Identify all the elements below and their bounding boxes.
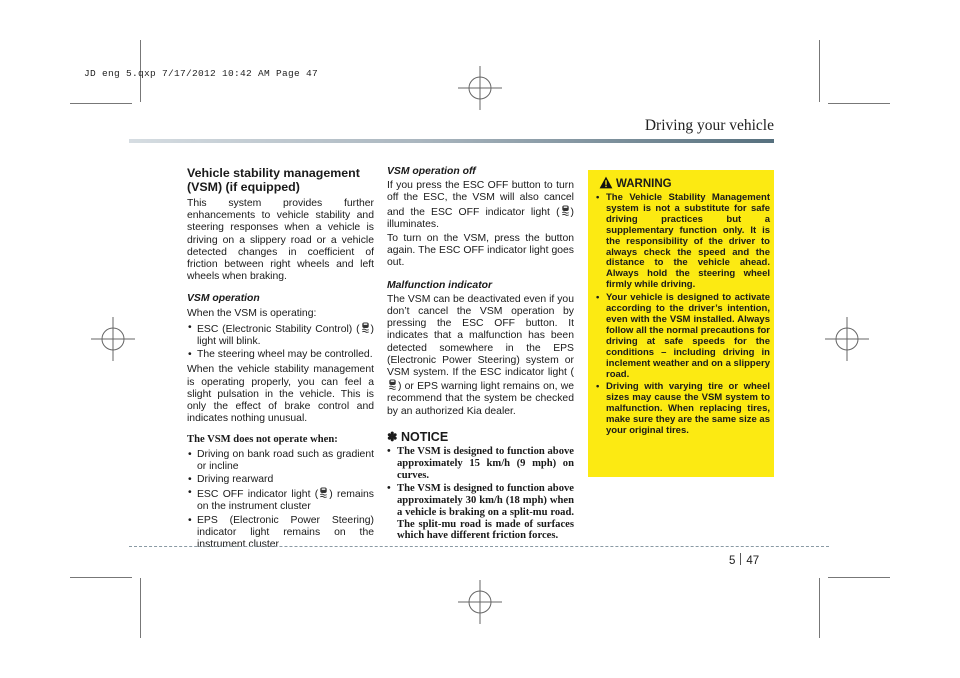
- list-item: • Driving rearward: [187, 474, 374, 486]
- vsm-on-paragraph: To turn on the VSM, press the button again. The ESC OFF indicator light goes out.: [387, 233, 574, 269]
- crop-mark: [828, 103, 890, 104]
- esc-car-skid-icon: [387, 379, 398, 390]
- vsm-operation-paragraph: When the vehicle stability management is operating properly, you can feel a slight pulsation in the vehicle. This is only the effect of brake control and indicates nothing unusual.: [187, 364, 374, 425]
- list-item: • ESC OFF indicator light ( ) remains on the instrument cluster: [187, 487, 374, 513]
- vsm-operation-heading: VSM operation: [187, 293, 260, 305]
- list-item: • Driving on bank road such as gradient or incline: [187, 449, 374, 473]
- vsm-title: Vehicle stability management (VSM) (if equipped): [187, 166, 360, 194]
- notice-list: [387, 446, 574, 542]
- esc-car-skid-icon: [560, 205, 571, 216]
- esc-car-skid-icon: [318, 487, 329, 498]
- registration-crosshair-icon: [91, 317, 135, 361]
- registration-crosshair-icon: [825, 317, 869, 361]
- vsm-off-heading: VSM operation off: [387, 166, 476, 177]
- warning-list: [594, 193, 770, 439]
- crop-mark: [828, 577, 890, 578]
- left-column: [187, 167, 374, 554]
- malfunction-paragraph: The VSM can be deactivated even if you don’t cancel the VSM operation by pressing the ESC OFF button. It indicates that a malfunction has been detected somewhere in the EPS (Electronic Power Steering) system or VSM system. If the ESC indicator light () or EPS warning light remains on, we recommend that the system be checked by an authorized Kia dealer.: [387, 293, 574, 417]
- print-slug: JD eng 5.qxp 7/17/2012 10:42 AM Page 47: [84, 68, 319, 79]
- crop-mark: [819, 578, 820, 638]
- list-item: • ESC (Electronic Stability Control) ( ) light will blink.: [187, 322, 374, 348]
- vsm-operation-intro: When the VSM is operating:: [187, 307, 317, 319]
- vsm-operation-list: [187, 322, 374, 362]
- warning-box: [588, 170, 774, 477]
- list-item: • The Vehicle Stability Management system is not a substitute for safe driving practices but a supplementary function only. It is the responsibility of the driver to always check the speed and the distance to the vehicle ahead. Always hold the steering wheel firmly while driving.: [594, 193, 770, 291]
- list-item: • The VSM is designed to function above approximately 30 km/h (18 mph) when a vehicle is braking on a split-mu road. The split-mu road is made of surfaces which have different friction forces.: [387, 483, 574, 543]
- vsm-intro: This system provides further enhancements to vehicle stability and steering responses when a vehicle is driving on a slippery road or a vehicle detected changes in coefficient of friction between right wheels and left wheels when braking.: [187, 198, 374, 283]
- malfunction-heading: Malfunction indicator: [387, 279, 493, 291]
- page-number-divider: [740, 553, 741, 565]
- crop-mark: [140, 578, 141, 638]
- middle-column: [387, 166, 574, 543]
- page-number: [729, 553, 759, 567]
- list-item: • Your vehicle is designed to activate according to the driver’s intention, even with the VSM installed. Always follow all the normal precautions for driving at safe speeds for the conditions – including driving in inclement weather and on a slippery road.: [594, 293, 770, 380]
- vsm-not-operate-list: [187, 449, 374, 552]
- vsm-not-operate-heading: The VSM does not operate when:: [187, 434, 338, 446]
- header-rule: [129, 139, 774, 143]
- warning-header: [599, 176, 672, 190]
- list-item: • EPS (Electronic Power Steering) indicator light remains on the instrument cluster: [187, 515, 374, 552]
- registration-crosshair-icon: [458, 580, 502, 624]
- footer-rule: [129, 546, 829, 547]
- list-item: • Driving with varying tire or wheel sizes may cause the VSM system to malfunction. When replacing tires, make sure they are the same size as your original tires.: [594, 382, 770, 437]
- list-item: • The VSM is designed to function above approximately 15 km/h (9 mph) on curves.: [387, 446, 574, 482]
- notice-title: ✽ NOTICE: [387, 429, 449, 444]
- warning-triangle-icon: [599, 176, 613, 189]
- section-title: Driving your vehicle: [644, 117, 774, 134]
- registration-crosshair-icon: [458, 66, 502, 110]
- page-number-value: 47: [746, 555, 760, 567]
- crop-mark: [819, 40, 820, 102]
- vsm-off-paragraph: If you press the ESC OFF button to turn off the ESC, the VSM will also cancel and the ESC OFF indicator light ( ) illuminates.: [387, 180, 574, 230]
- chapter-number: 5: [729, 555, 736, 567]
- warning-title: WARNING: [616, 178, 672, 190]
- esc-car-skid-icon: [360, 322, 371, 333]
- list-item: • The steering wheel may be controlled.: [187, 349, 374, 361]
- crop-mark: [70, 577, 132, 578]
- crop-mark: [70, 103, 132, 104]
